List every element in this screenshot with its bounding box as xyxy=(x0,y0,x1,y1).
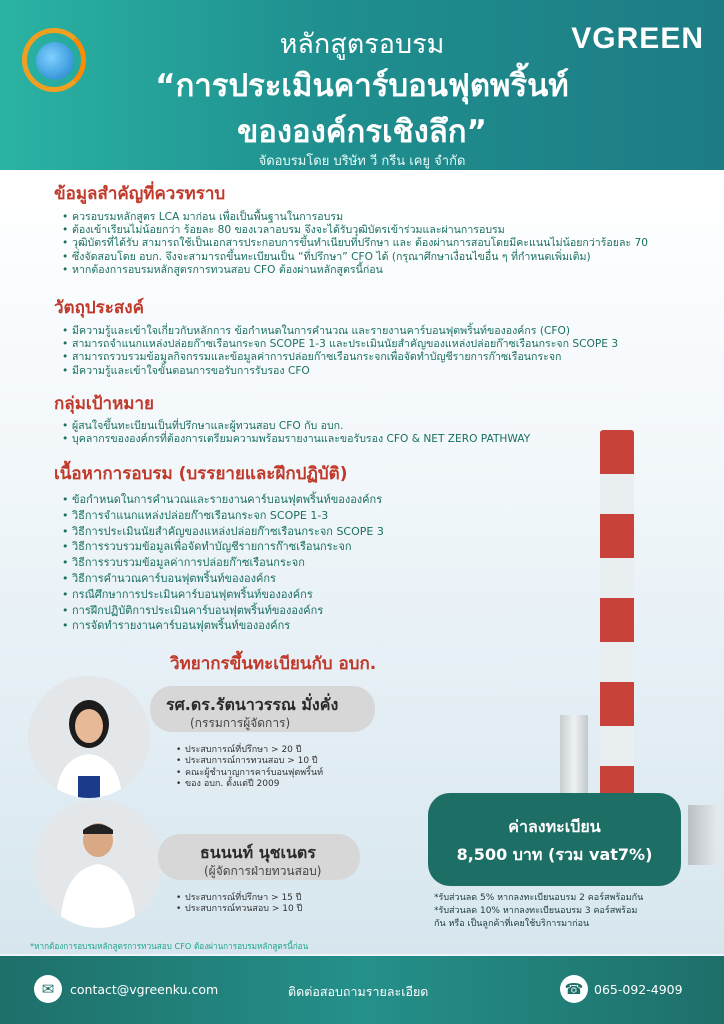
title-line-3: ขององค์กรเชิงลึก” xyxy=(237,114,487,150)
speaker-2-details xyxy=(176,893,302,916)
phone-icon: ☎ xyxy=(560,975,588,1003)
list-item: • วิธีการประเมินนัยสำคัญของแหล่งปล่อยก๊าซเรือนกระจก SCOPE 3 xyxy=(62,524,384,540)
speaker-1-role: (กรรมการผู้จัดการ) xyxy=(190,716,291,730)
contact-text: ติดต่อสอบถามรายละเอียด xyxy=(288,984,429,999)
list-item: • วิธีการรวบรวมข้อมูลค่าการปล่อยก๊าซเรือนกระจก xyxy=(62,555,384,571)
discount-note-2: *รับส่วนลด 10% หากลงทะเบียนอบรม 3 คอร์สพร้อม xyxy=(434,906,638,916)
list-item: • บุคลากรขององค์กรที่ต้องการเตรียมความพร้อมรายงานและขอรับรอง CFO & NET ZERO PATHWAY xyxy=(62,433,530,446)
speaker-1-avatar xyxy=(28,676,150,798)
list-item: • ประสบการณ์ที่ปรึกษา > 20 ปี xyxy=(176,745,323,756)
list-item: • วิธีการจำแนกแหล่งปล่อยก๊าซเรือนกระจก SCOPE 1-3 xyxy=(62,508,384,524)
list-item: • สามารถรวบรวมข้อมูลกิจกรรมและข้อมูลค่าการปล่อยก๊าซเรือนกระจกเพื่อจัดทำบัญชีรายการก๊าซเรือนกระจก xyxy=(62,351,618,364)
speaker-2-avatar xyxy=(34,800,162,928)
content-list xyxy=(62,492,384,634)
chimney-image-right xyxy=(688,805,718,865)
discount-note-1: *รับส่วนลด 5% หากลงทะเบียนอบรม 2 คอร์สพร้อมกัน xyxy=(434,893,644,903)
fee-label: ค่าลงทะเบียน xyxy=(508,817,601,836)
contact-phone[interactable]: 065-092-4909 xyxy=(594,982,683,997)
speaker-1-name: รศ.ดร.รัตนาวรรณ มั่งคั่ง xyxy=(166,695,339,714)
list-item: • วิธีการคำนวณคาร์บอนฟุตพริ้นท์ขององค์กร xyxy=(62,571,384,587)
organizer-text: จัดอบรมโดย บริษัท วี กรีน เคยู จำกัด xyxy=(258,154,466,169)
list-item: • ประสบการณ์ทวนสอบ > 10 ปี xyxy=(176,904,302,915)
list-item: • ของ อบก. ตั้งแต่ปี 2009 xyxy=(176,779,323,790)
list-item: • ผู้สนใจขึ้นทะเบียนเป็นที่ปรึกษาและผู้ทวนสอบ CFO กับ อบก. xyxy=(62,420,530,433)
target-list xyxy=(62,420,530,446)
list-item: • วุฒิบัตรที่ได้รับ สามารถใช้เป็นเอกสารประกอบการขึ้นทำเนียบที่ปรึกษา และ ต้องผ่านการสอบโดยมีคะแนนไม่น้อยกว่าร้อยละ 70 xyxy=(62,237,648,250)
discount-note-3: กัน หรือ เป็นลูกค้าที่เคยใช้บริการมาก่อน xyxy=(434,919,590,929)
speaker-2-role: (ผู้จัดการฝ่ายทวนสอบ) xyxy=(204,864,322,878)
speaker-2-name: ธนนนท์ นุชเนตร xyxy=(200,843,316,862)
target-heading: กลุ่มเป้าหมาย xyxy=(54,394,154,414)
contact-email[interactable]: contact@vgreenku.com xyxy=(70,982,219,997)
list-item: • กรณีศึกษาการประเมินคาร์บอนฟุตพริ้นท์ขององค์กร xyxy=(62,587,384,603)
email-icon: ✉ xyxy=(34,975,62,1003)
key-info-heading: ข้อมูลสำคัญที่ควรทราบ xyxy=(54,184,226,204)
title-line-2: “การประเมินคาร์บอนฟุตพริ้นท์ xyxy=(155,68,569,104)
brand-logo: VGREEN xyxy=(571,22,704,55)
list-item: • คณะผู้ชำนาญการคาร์บอนฟุตพริ้นท์ xyxy=(176,768,323,779)
list-item: • ต้องเข้าเรียนไม่น้อยกว่า ร้อยละ 80 ของเวลาอบรม จึงจะได้รับวุฒิบัตรเข้าร่วมและผ่านการอบรม xyxy=(62,224,648,237)
list-item: • การจัดทำรายงานคาร์บอนฟุตพริ้นท์ขององค์กร xyxy=(62,618,384,634)
list-item: • มีความรู้และเข้าใจเกี่ยวกับหลักการ ข้อกำหนดในการคำนวณ และรายงานคาร์บอนฟุตพริ้นท์ขององค์กร (CFO) xyxy=(62,325,618,338)
objectives-heading: วัตถุประสงค์ xyxy=(54,298,144,318)
list-item: • หากต้องการอบรมหลักสูตรการทวนสอบ CFO ต้องผ่านหลักสูตรนี้ก่อน xyxy=(62,264,648,277)
list-item: • มีความรู้และเข้าใจขั้นตอนการขอรับการรับรอง CFO xyxy=(62,365,618,378)
list-item: • การฝึกปฏิบัติการประเมินคาร์บอนฟุตพริ้นท์ขององค์กร xyxy=(62,603,384,619)
fee-price: 8,500 บาท (รวม vat7%) xyxy=(456,845,653,864)
list-item: • วิธีการรวบรวมข้อมูลเพื่อจัดทำบัญชีรายการก๊าซเรือนกระจก xyxy=(62,539,384,555)
content-heading: เนื้อหาการอบรม (บรรยายและฝึกปฏิบัติ) xyxy=(54,464,348,484)
speaker-1-details xyxy=(176,745,323,791)
registration-fee-box xyxy=(428,793,681,886)
list-item: • สามารถจำแนกแหล่งปล่อยก๊าซเรือนกระจก SCOPE 1-3 และประเมินนัยสำคัญของแหล่งปล่อยก๊าซเรือนกระจก SCOPE 3 xyxy=(62,338,618,351)
header-banner xyxy=(0,0,724,170)
list-item: • ข้อกำหนดในการคำนวณและรายงานคาร์บอนฟุตพริ้นท์ขององค์กร xyxy=(62,492,384,508)
list-item: • ซึ่งจัดสอบโดย อบก. จึงจะสามารถขึ้นทะเบียนเป็น “ที่ปรึกษา” CFO ได้ (กรุณาศึกษาเงื่อนไขอื่น ๆ ที่กำหนดเพิ่มเติม) xyxy=(62,251,648,264)
title-line-1: หลักสูตรอบรม xyxy=(279,29,445,60)
objectives-list xyxy=(62,325,618,378)
speakers-heading: วิทยากรขึ้นทะเบียนกับ อบก. xyxy=(170,654,377,674)
list-item: • ประสบการณ์การทวนสอบ > 10 ปี xyxy=(176,756,323,767)
key-info-list xyxy=(62,211,648,277)
chimney-image xyxy=(600,430,634,850)
footnote: *หากต้องการอบรมหลักสูตรการทวนสอบ CFO ต้องผ่านการอบรมหลักสูตรนี้ก่อน xyxy=(30,941,309,951)
list-item: • ประสบการณ์ที่ปรึกษา > 15 ปี xyxy=(176,893,302,904)
list-item: • ควรอบรมหลักสูตร LCA มาก่อน เพื่อเป็นพื้นฐานในการอบรม xyxy=(62,211,648,224)
